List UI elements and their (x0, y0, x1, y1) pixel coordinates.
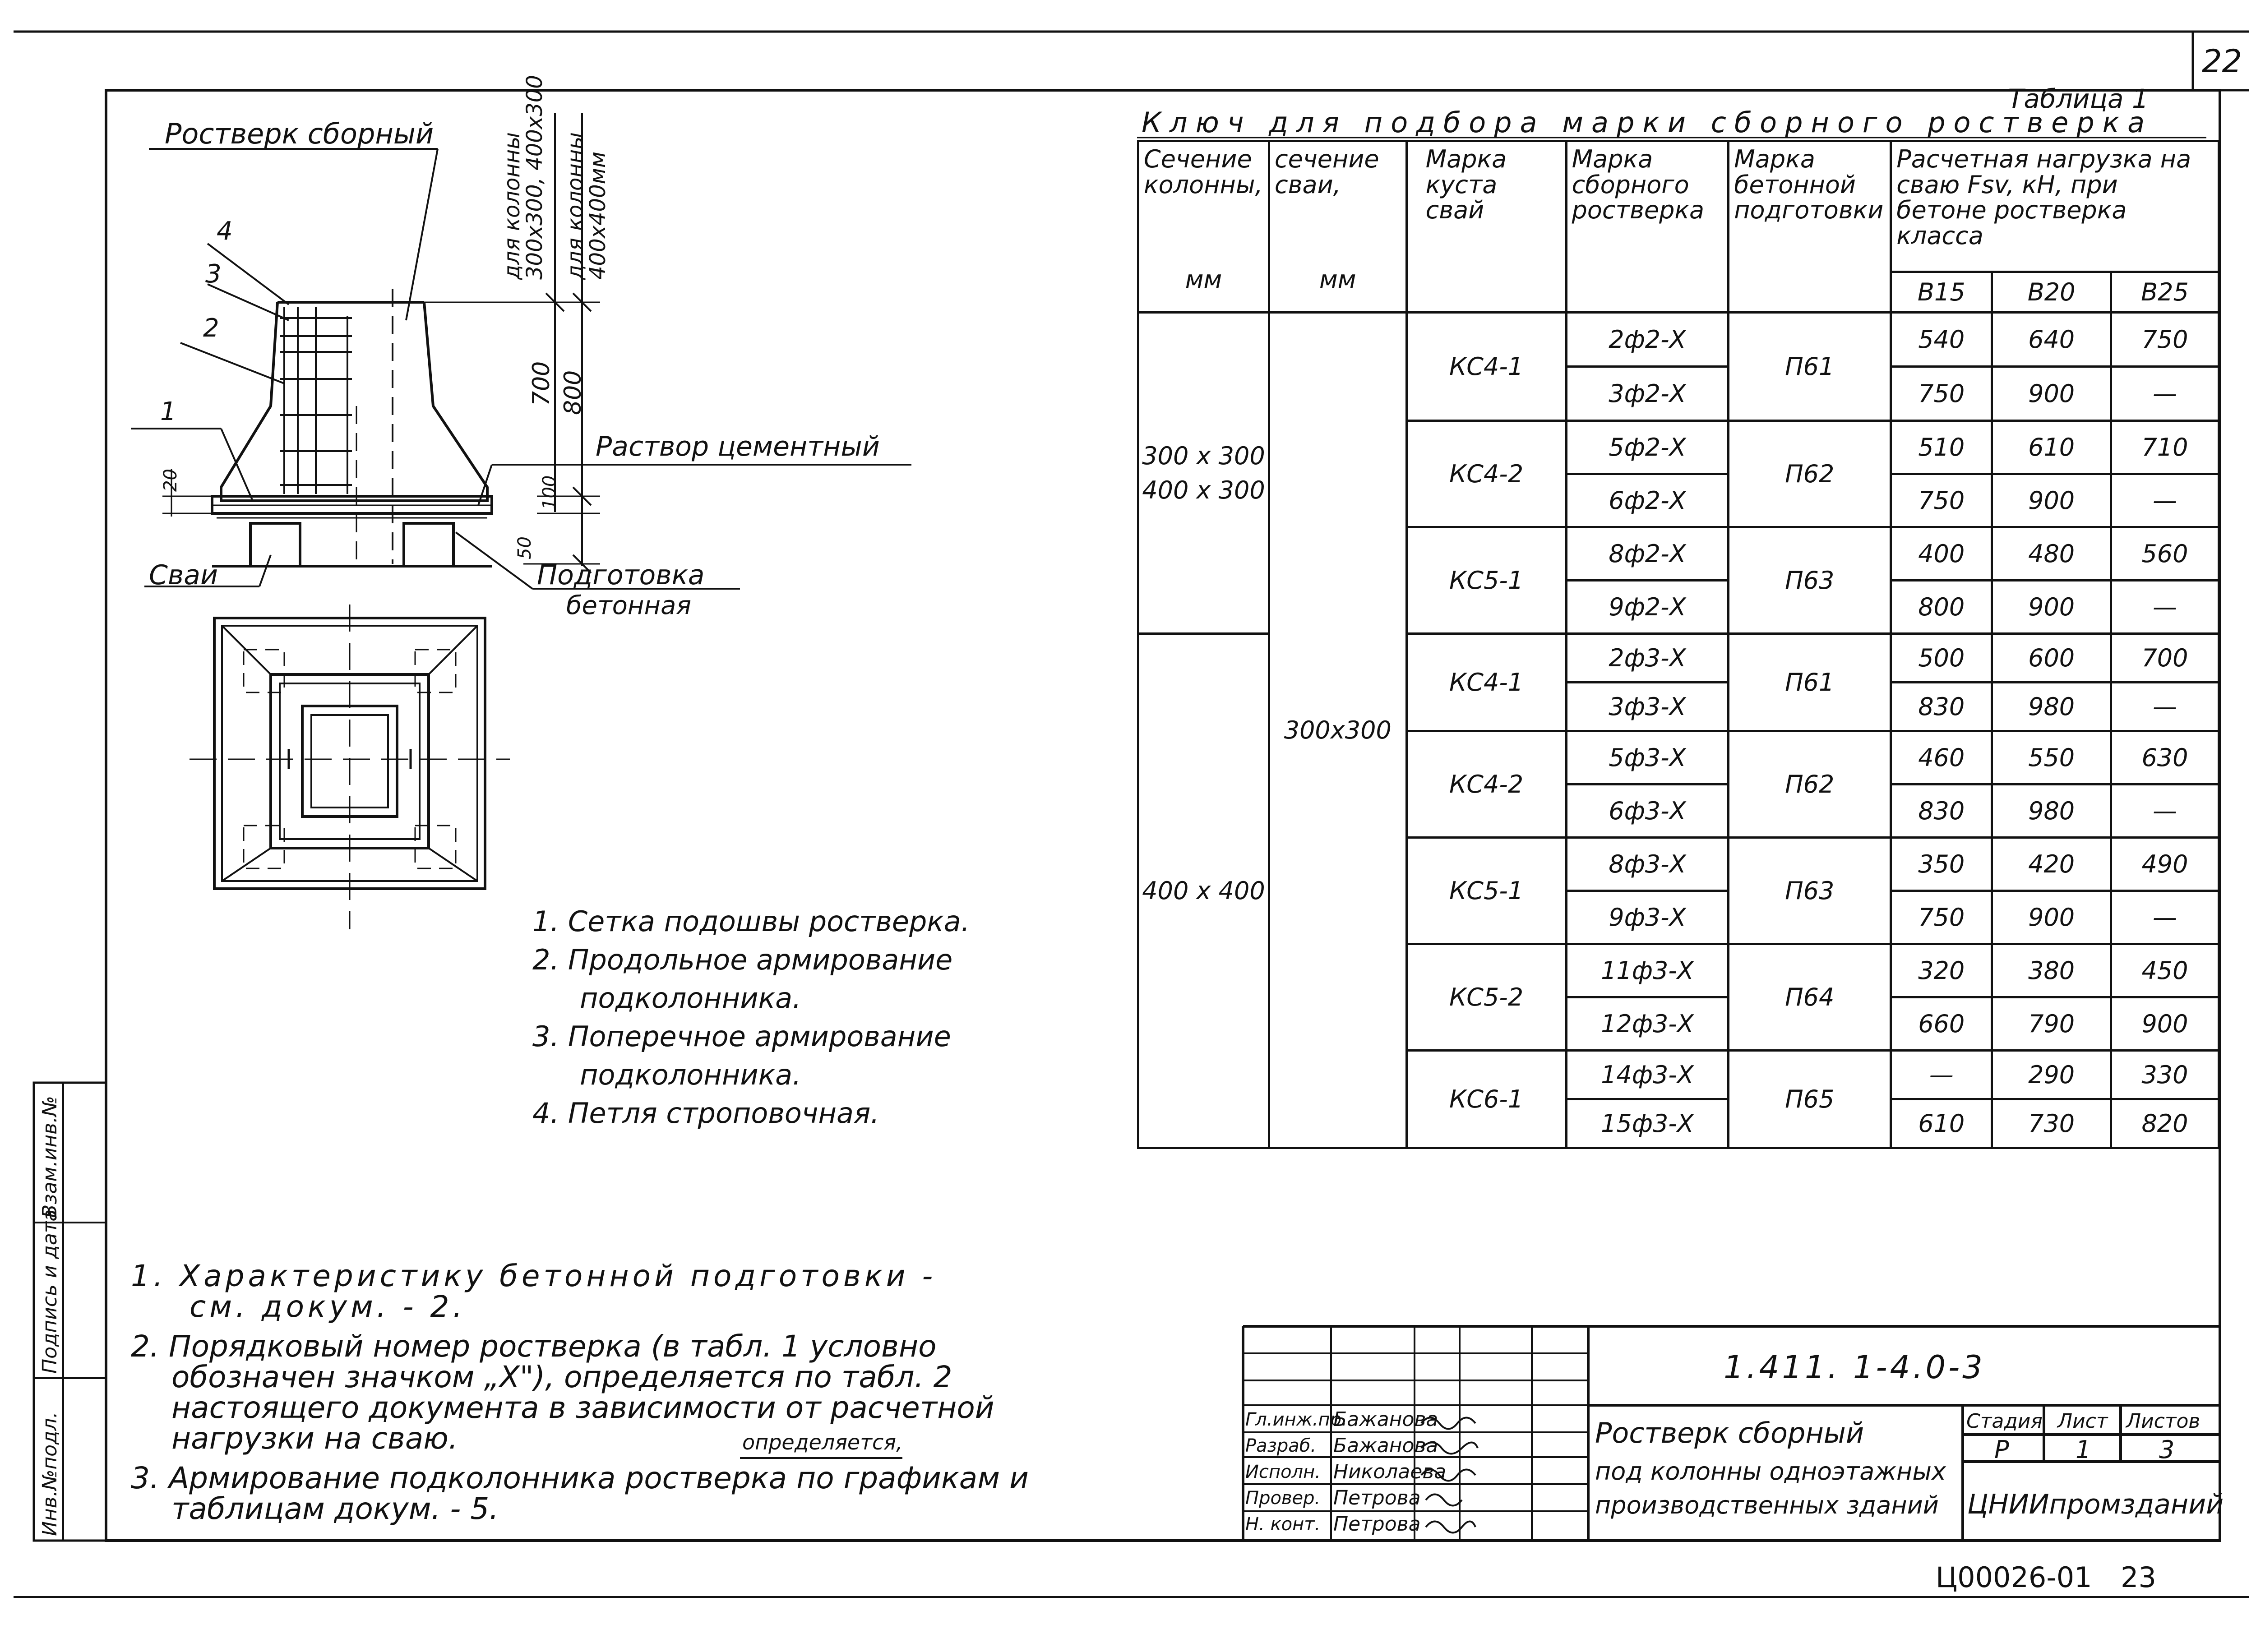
group-1-podg: П62 (1729, 421, 1891, 527)
group-5-row-1-b25: — (2111, 891, 2219, 944)
group-0-kust: КС4-1 (1406, 313, 1566, 421)
group-0-row-0-b25: 750 (2111, 313, 2219, 367)
role-3: Провер. (1245, 1488, 1321, 1509)
role-2: Исполн. (1245, 1462, 1321, 1482)
group-5-row-0-mark: 8ф3-X (1566, 838, 1729, 891)
group-7-row-0-b15: — (1891, 1051, 1992, 1099)
margin-podpis: Подпись и дата (38, 1209, 61, 1374)
group-7-row-0-mark: 14ф3-X (1566, 1051, 1729, 1099)
group-0-podg: П61 (1729, 313, 1891, 421)
name-3: Петрова (1333, 1486, 1421, 1509)
group-6-kust: КС5-2 (1406, 944, 1566, 1051)
group-4-row-0-b25: 630 (2111, 731, 2219, 784)
header-pile-section (1269, 141, 1406, 313)
group-5-row-1-b15: 750 (1891, 891, 1992, 944)
group-6-row-0-b15: 320 (1891, 944, 1992, 997)
column-section-1-a: 300 x 300 (1142, 441, 1265, 470)
note-insert: определяется, (742, 1430, 903, 1454)
doc-title-1: Ростверк сборный (1595, 1417, 1864, 1449)
header-column-unit: мм (1185, 265, 1222, 294)
column-section-1-b: 400 x 300 (1142, 475, 1265, 504)
table-number: Таблица 1 (2008, 83, 2149, 114)
note-3-cont: таблицам докум. - 5. (171, 1491, 499, 1526)
callout-4: 4 (217, 217, 233, 246)
group-4-row-0-mark: 5ф3-X (1566, 731, 1729, 784)
header-prep-mark: Марка бетонной подготовки (1729, 141, 1891, 313)
label-column-a-line1: для колонны (499, 132, 525, 280)
group-6-row-1-b20: 790 (1992, 997, 2111, 1051)
dim-700: 700 (528, 361, 555, 406)
group-1-row-1-b20: 900 (1992, 474, 2111, 527)
group-6-row-1-b25: 900 (2111, 997, 2219, 1051)
group-2-row-1-b15: 800 (1891, 581, 1992, 634)
note-2-cont-3: нагрузки на сваю. (171, 1421, 458, 1456)
header-pile-unit: мм (1319, 265, 1356, 294)
note-2: 2. Порядковый номер ростверка (в табл. 1 условно (131, 1329, 937, 1364)
group-3-kust: КС4-1 (1406, 634, 1566, 731)
legend-item-3: 3. Поперечное армирование (532, 1020, 951, 1053)
margin-inv-podl: Инв.№подл. (38, 1412, 61, 1536)
group-1-row-0-b20: 610 (1992, 421, 2111, 474)
group-7-row-1-mark: 15ф3-X (1566, 1099, 1729, 1148)
dim-100: 100 (539, 475, 560, 510)
group-4-row-0-b15: 460 (1891, 731, 1992, 784)
group-6-row-0-b20: 380 (1992, 944, 2111, 997)
header-pile-group: Марка куста свай (1406, 141, 1566, 313)
notes (131, 1261, 1029, 1524)
legend (532, 902, 970, 1132)
margin-vzam-inv: Взам.инв.№ (38, 1096, 61, 1218)
callout-2: 2 (203, 314, 219, 343)
label-column-b (564, 132, 610, 280)
organization: ЦНИИпромзданий (1967, 1489, 2224, 1520)
group-4-row-1-b20: 980 (1992, 784, 2111, 838)
label-svai: Сваи (149, 559, 218, 591)
group-4-kust: КС4-2 (1406, 731, 1566, 838)
legend-item-4: 4. Петля строповочная. (532, 1097, 879, 1130)
dim-50: 50 (514, 536, 535, 559)
stadia-value: Р (1994, 1435, 2009, 1464)
header-column-section-text: Сечение колонны, (1144, 145, 1263, 199)
callout-1: 1 (160, 397, 176, 426)
legend-item-3-cont: подколонника. (580, 1058, 801, 1091)
label-rastvor: Раствор цементный (596, 431, 880, 462)
stadia-label: Стадия (1966, 1410, 2043, 1433)
group-0-row-1-mark: 3ф2-X (1566, 367, 1729, 421)
legend-item-2: 2. Продольное армирование (532, 943, 953, 976)
header-b20: В20 (1992, 272, 2111, 313)
doc-title-2: под колонны одноэтажных (1595, 1457, 1946, 1486)
group-1-row-1-b15: 750 (1891, 474, 1992, 527)
group-0-row-0-b20: 640 (1992, 313, 2111, 367)
group-1-row-0-b25: 710 (2111, 421, 2219, 474)
group-4-podg: П62 (1729, 731, 1891, 838)
dim-20: 20 (160, 469, 181, 492)
group-4-row-1-b25: — (2111, 784, 2219, 838)
table-caption: Ключ для подбора марки сборного ростверка (1142, 106, 2153, 139)
list-label: Лист (2057, 1410, 2108, 1433)
name-1: Бажанова (1333, 1434, 1438, 1457)
group-3-row-1-mark: 3ф3-X (1566, 683, 1729, 731)
group-6-row-1-mark: 12ф3-X (1566, 997, 1729, 1051)
group-5-row-0-b15: 350 (1891, 838, 1992, 891)
group-0-row-1-b15: 750 (1891, 367, 1992, 421)
label-betonnaya: бетонная (566, 591, 692, 620)
legend-item-2-cont: подколонника. (580, 982, 801, 1015)
group-6-row-0-b25: 450 (2111, 944, 2219, 997)
group-7-row-1-b15: 610 (1891, 1099, 1992, 1148)
role-1: Разраб. (1245, 1435, 1317, 1456)
group-4-row-1-b15: 830 (1891, 784, 1992, 838)
group-3-row-0-b20: 600 (1992, 634, 2111, 683)
group-0-row-1-b25: — (2111, 367, 2219, 421)
doc-title-3: производственных зданий (1595, 1491, 1939, 1519)
label-column-a-line2: 300x300, 400x300 (522, 75, 548, 280)
group-5-kust: КС5-1 (1406, 838, 1566, 944)
role-0: Гл.инж.пр. (1245, 1409, 1347, 1430)
header-b15: В15 (1891, 272, 1992, 313)
listov-label: Листов (2126, 1410, 2201, 1433)
note-1-cont: см. докум. - 2. (190, 1289, 466, 1324)
page-number: 22 (2202, 43, 2242, 80)
group-7-row-0-b25: 330 (2111, 1051, 2219, 1099)
group-7-kust: КС6-1 (1406, 1051, 1566, 1148)
group-1-row-1-b25: — (2111, 474, 2219, 527)
legend-item-1: 1. Сетка подошвы ростверка. (532, 905, 970, 938)
group-3-row-1-b25: — (2111, 683, 2219, 731)
group-6-row-1-b15: 660 (1891, 997, 1992, 1051)
group-7-row-1-b20: 730 (1992, 1099, 2111, 1148)
note-3: 3. Армирование подколонника ростверка по графикам и (131, 1461, 1029, 1495)
bottom-page-number: 23 (2121, 1561, 2156, 1594)
header-b25: В25 (2111, 272, 2219, 313)
label-column-a (501, 75, 546, 280)
title-names (1333, 1407, 1446, 1537)
group-2-row-1-b20: 900 (1992, 581, 2111, 634)
group-2-row-1-mark: 9ф2-X (1566, 581, 1729, 634)
group-2-row-1-b25: — (2111, 581, 2219, 634)
group-2-kust: КС5-1 (1406, 527, 1566, 634)
note-2-cont-2: настоящего документа в зависимости от расчетной (171, 1390, 994, 1425)
group-3-row-0-b25: 700 (2111, 634, 2219, 683)
group-3-row-0-mark: 2ф3-X (1566, 634, 1729, 683)
role-4: Н. конт. (1245, 1514, 1321, 1535)
label-podgotovka: Подготовка (537, 559, 705, 591)
label-column-b-line1: для колонны (563, 132, 588, 280)
group-3-row-1-b15: 830 (1891, 683, 1992, 731)
group-5-podg: П63 (1729, 838, 1891, 944)
pile-section: 300x300 (1269, 313, 1406, 1148)
selection-table (1137, 140, 2220, 1149)
title-roles (1245, 1407, 1347, 1537)
listov-value: 3 (2159, 1435, 2175, 1464)
group-2-row-0-b20: 480 (1992, 527, 2111, 581)
label-column-b-line2: 400x400мм (585, 151, 611, 280)
group-2-row-0-b15: 400 (1891, 527, 1992, 581)
group-3-row-1-b20: 980 (1992, 683, 2111, 731)
group-1-row-0-mark: 5ф2-X (1566, 421, 1729, 474)
group-5-row-0-b25: 490 (2111, 838, 2219, 891)
header-pile-section-text: сечение сваи, (1274, 145, 1379, 199)
group-3-row-0-b15: 500 (1891, 634, 1992, 683)
column-section-1 (1138, 313, 1269, 634)
column-section-2: 400 x 400 (1138, 634, 1269, 1148)
group-7-row-1-b25: 820 (2111, 1099, 2219, 1148)
header-cap-mark: Марка сборного ростверка (1566, 141, 1729, 313)
group-4-row-1-mark: 6ф3-X (1566, 784, 1729, 838)
group-1-row-0-b15: 510 (1891, 421, 1992, 474)
group-3-podg: П61 (1729, 634, 1891, 731)
label-rostverk: Ростверк сборный (165, 117, 434, 150)
bottom-doc-code: Ц00026-01 (1936, 1561, 2092, 1594)
group-7-podg: П65 (1729, 1051, 1891, 1148)
group-1-kust: КС4-2 (1406, 421, 1566, 527)
group-6-row-0-mark: 11ф3-X (1566, 944, 1729, 997)
group-5-row-1-mark: 9ф3-X (1566, 891, 1729, 944)
name-4: Петрова (1333, 1513, 1421, 1536)
callout-3: 3 (205, 259, 222, 289)
group-1-row-1-mark: 6ф2-X (1566, 474, 1729, 527)
group-0-row-0-mark: 2ф2-X (1566, 313, 1729, 367)
header-load: Расчетная нагрузка на сваю Fsv, кН, при бетоне ростверка класса (1891, 141, 2219, 272)
list-value: 1 (2076, 1435, 2091, 1464)
header-column-section (1138, 141, 1269, 313)
note-1: 1. Характеристику бетонной подготовки - (131, 1259, 937, 1293)
group-2-row-0-mark: 8ф2-X (1566, 527, 1729, 581)
group-7-row-0-b20: 290 (1992, 1051, 2111, 1099)
group-0-row-1-b20: 900 (1992, 367, 2111, 421)
group-5-row-0-b20: 420 (1992, 838, 2111, 891)
note-2-cont-1: обозначен значком „X"), определяется по табл. 2 (171, 1360, 952, 1394)
doc-code: 1.411. 1-4.0-3 (1724, 1349, 1985, 1386)
group-6-podg: П64 (1729, 944, 1891, 1051)
name-2: Николаева (1333, 1460, 1447, 1483)
name-0: Бажанова (1333, 1408, 1438, 1431)
group-0-row-0-b15: 540 (1891, 313, 1992, 367)
group-2-podg: П63 (1729, 527, 1891, 634)
group-4-row-0-b20: 550 (1992, 731, 2111, 784)
dim-800: 800 (559, 370, 587, 415)
group-5-row-1-b20: 900 (1992, 891, 2111, 944)
group-2-row-0-b25: 560 (2111, 527, 2219, 581)
